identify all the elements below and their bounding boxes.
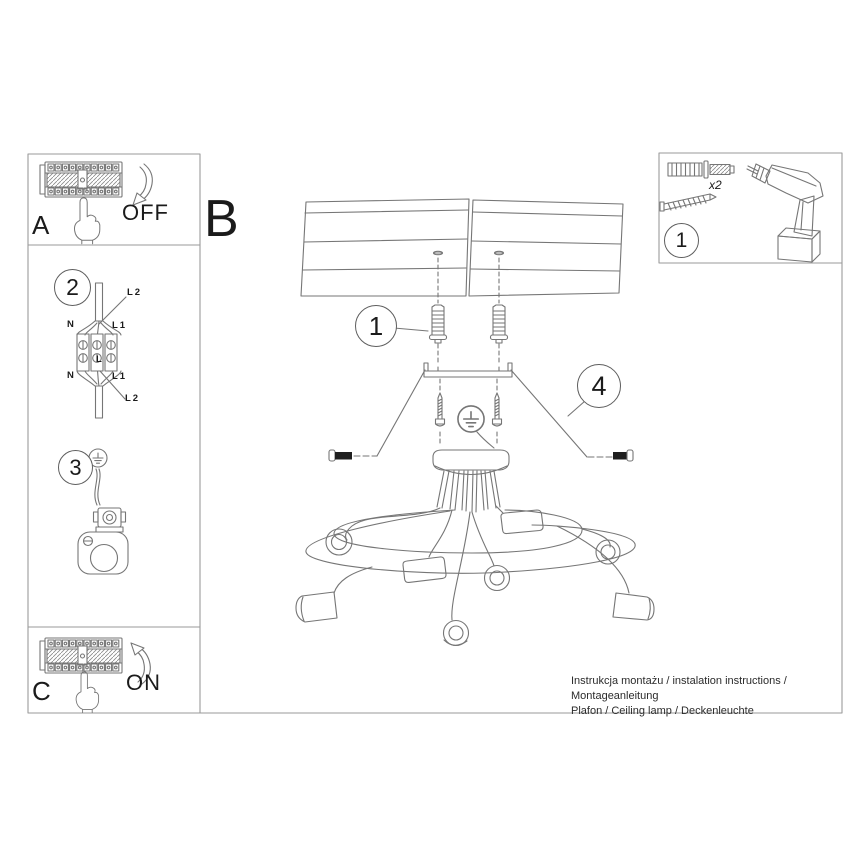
ground-symbol-icon (458, 406, 494, 448)
wire-label-l2-top: L2 (127, 287, 143, 298)
footer-text (571, 674, 868, 719)
wire-label-l-center: L (96, 354, 104, 365)
section-b-label: B (204, 190, 239, 248)
tools-step-1-badge: 1 (664, 223, 699, 258)
wall-plug-horizontal-icon (668, 161, 734, 178)
footer-line-2: Plafon / Ceiling lamp / Deckenleuchte (571, 705, 754, 717)
breaker-panel-off-icon (40, 162, 122, 197)
anchor-quantity-label: x2 (709, 178, 722, 192)
hex-bolt-left-icon (329, 450, 352, 461)
step-4-badge: 4 (577, 364, 621, 408)
frame-borders (28, 153, 842, 713)
mounting-screw-icons (436, 379, 502, 446)
wire-label-n-top: N (67, 319, 76, 330)
step-2-badge: 2 (54, 269, 91, 306)
ceiling-panels (301, 199, 623, 296)
step-3-badge: 3 (58, 450, 93, 485)
section-c-label: C (32, 676, 51, 706)
mounting-bracket (424, 363, 512, 377)
wire-label-n-bottom: N (67, 370, 76, 381)
switch-off-label: OFF (122, 200, 169, 225)
callout-leader-lines (394, 328, 585, 416)
wiring-terminal-diagram (77, 283, 126, 418)
screw-icon (660, 194, 716, 211)
ceiling-lamp-drawing (296, 450, 654, 646)
wire-label-l2-bottom: L2 (125, 393, 141, 404)
wall-plug-icons (430, 258, 508, 364)
switch-on-label: ON (126, 670, 161, 695)
breaker-panel-on-icon (40, 638, 122, 673)
step-1-badge: 1 (355, 305, 397, 347)
pointing-hand-icon (76, 672, 99, 713)
footer-line-1: Instrukcja montażu / instalation instructions / Montageanleitung (571, 675, 787, 702)
section-a-label: A (32, 210, 50, 240)
drill-icon (747, 164, 823, 262)
wire-label-l1-bottom: L1 (112, 371, 128, 382)
ground-wire-terminal (78, 469, 128, 574)
hex-bolt-right-icon (613, 450, 633, 461)
wire-label-l1-top: L1 (112, 320, 128, 331)
